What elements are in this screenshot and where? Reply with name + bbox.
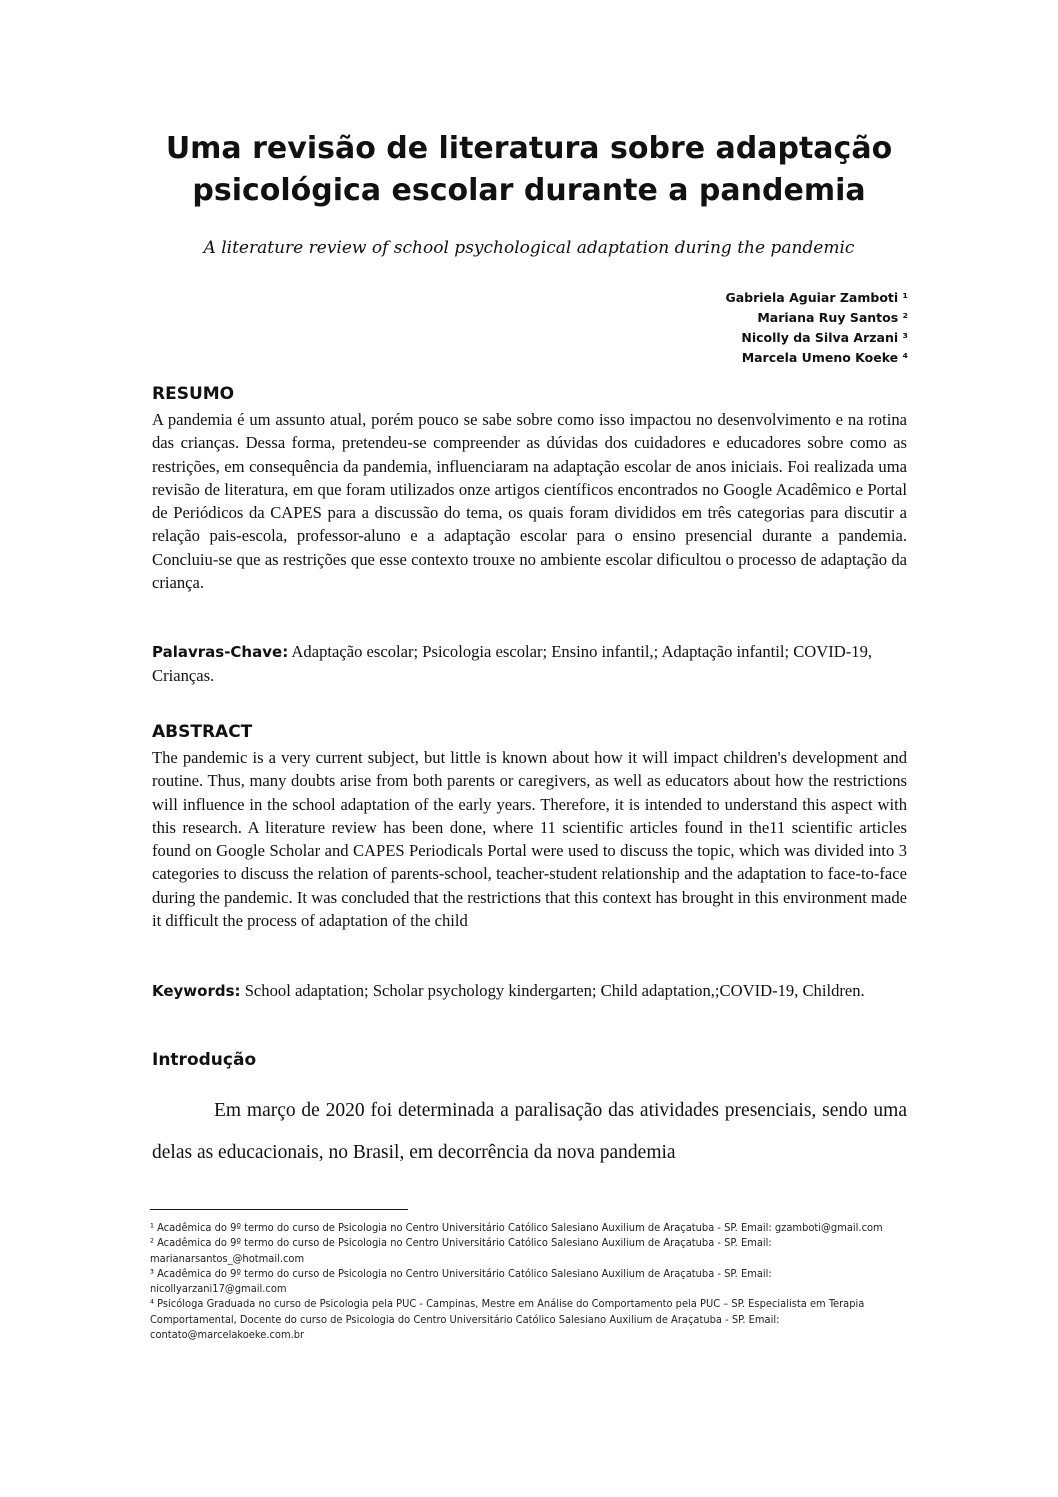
english-subtitle: A literature review of school psychological adaptation during the pandemic (203, 238, 855, 258)
keywords-text: School adaptation; Scholar psychology kindergarten; Child adaptation,;COVID-19, Children. (244, 981, 865, 1000)
abstract-heading: ABSTRACT (152, 722, 253, 742)
resumo-keywords (152, 640, 907, 688)
author-name: Mariana Ruy Santos ² (757, 310, 908, 325)
keywords-label: Palavras-Chave: (152, 643, 289, 661)
resumo-text: A pandemia é um assunto atual, porém pouco se sabe sobre como isso impactou no desenvolvimento e na rotina das crianças. Dessa forma, pretendeu-se compreender as dúvidas dos cuidadores e educadores sobre como as restrições, em consequência da pandemia, influenciaram na adaptação escolar de anos iniciais. Foi realizada uma revisão de literatura, em que foram utilizados onze artigos científicos encontrados no Google Acadêmico e Portal de Periódicos da CAPES para a discussão do tema, os quais foram divididos em três categorias para discutir a relação pais-escola, professor-aluno e a adaptação escolar para o ensino presencial durante a pandemia. Concluiu-se que as restrições que esse contexto trouxe no ambiente escolar dificultou o processo de adaptação da criança. (152, 410, 907, 593)
footnote-4: ⁴ Psicóloga Graduada no curso de Psicologia pela PUC - Campinas, Mestre em Análise do Comportamento pela PUC – SP. Especialista em Terapia Comportamental, Docente do curso de Psicologia do Centro Universitário Católico Salesiano Auxilium de Araçatuba - SP. Email: contato@marcelakoeke.com.br (150, 1297, 865, 1342)
footnote-2: ² Acadêmica do 9º termo do curso de Psicologia no Centro Universitário Católico Salesiano Auxilium de Araçatuba - SP. Email: marianarsantos_@hotmail.com (150, 1236, 772, 1265)
title-line-1: Uma revisão de literatura sobre adaptação (165, 131, 893, 166)
introducao-text: Em março de 2020 foi determinada a paralisação das atividades presenciais, sendo uma delas as educacionais, no Brasil, em decorrência da nova pandemia (152, 1100, 907, 1163)
author-name: Marcela Umeno Koeke ⁴ (741, 350, 908, 365)
abstract-text: The pandemic is a very current subject, but little is known about how it will impact children's development and routine. Thus, many doubts arise from both parents or caregivers, as well as educators about how the restrictions will influence in the school adaptation of the early years. Therefore, it is intended to understand this aspect with this research. A literature review has been done, where 11 scientific articles found in the11 scientific articles found on Google Scholar and CAPES Periodicals Portal were used to discuss the topic, which was divided into 3 categories to discuss the relation of parents-school, teacher-student relationship and the adaptation to face-to-face during the pandemic. It was concluded that the restrictions that this context has brought in this environment made it difficult the process of adaptation of the child (152, 748, 907, 931)
footnote-separator (150, 1209, 408, 1210)
abstract-keywords (152, 979, 907, 1003)
title-line-2: psicológica escolar durante a pandemia (192, 173, 866, 208)
footnote-1: ¹ Acadêmica do 9º termo do curso de Psicologia no Centro Universitário Católico Salesiano Auxilium de Araçatuba - SP. Email: gzamboti@gmail.com (150, 1221, 883, 1234)
keywords-label: Keywords: (152, 982, 241, 1000)
author-name: Nicolly da Silva Arzani ³ (741, 330, 908, 345)
footnotes (150, 1220, 910, 1342)
keywords-text: Adaptação escolar; Psicologia escolar; Ensino infantil,; Adaptação infantil; COVID-19, Crianças. (152, 642, 873, 686)
author-list (725, 288, 908, 368)
footnote-3: ³ Acadêmica do 9º termo do curso de Psicologia no Centro Universitário Católico Salesiano Auxilium de Araçatuba - SP. Email: nicollyarzani17@gmail.com (150, 1266, 772, 1296)
resumo-heading: RESUMO (152, 384, 235, 404)
paper-title (120, 128, 938, 212)
author-name: Gabriela Aguiar Zamboti ¹ (725, 290, 908, 305)
introducao-heading: Introdução (152, 1050, 257, 1070)
